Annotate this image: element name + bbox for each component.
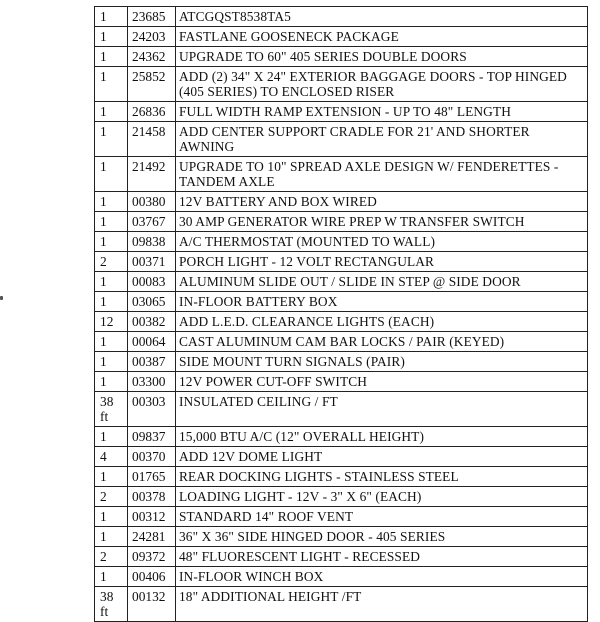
description-cell: ADD (2) 34" X 24" EXTERIOR BAGGAGE DOORS - TOP HINGED (405 SERIES) TO ENCLOSED RISER: [176, 67, 588, 102]
code-cell: 00380: [128, 192, 176, 212]
code-cell: 09372: [128, 547, 176, 567]
description-cell: 12V POWER CUT-OFF SWITCH: [176, 372, 588, 392]
code-cell: 00370: [128, 447, 176, 467]
code-cell: 01765: [128, 467, 176, 487]
code-cell: 00371: [128, 252, 176, 272]
qty-cell: 1: [95, 292, 128, 312]
qty-cell: 1: [95, 157, 128, 192]
qty-cell: 4: [95, 447, 128, 467]
description-cell: ADD 12V DOME LIGHT: [176, 447, 588, 467]
qty-cell: 1: [95, 272, 128, 292]
table-row: [95, 487, 588, 507]
code-cell: 03065: [128, 292, 176, 312]
table-row: [95, 102, 588, 122]
description-cell: ATCGQST8538TA5: [176, 7, 588, 27]
code-cell: 03767: [128, 212, 176, 232]
code-cell: 00303: [128, 392, 176, 427]
description-cell: REAR DOCKING LIGHTS - STAINLESS STEEL: [176, 467, 588, 487]
qty-cell: 38 ft: [95, 392, 128, 427]
table-row: [95, 447, 588, 467]
table-row: [95, 427, 588, 447]
qty-cell: 1: [95, 192, 128, 212]
description-cell: PORCH LIGHT - 12 VOLT RECTANGULAR: [176, 252, 588, 272]
table-row: [95, 7, 588, 27]
description-cell: IN-FLOOR BATTERY BOX: [176, 292, 588, 312]
code-cell: 00132: [128, 587, 176, 622]
qty-cell: 38 ft: [95, 587, 128, 622]
qty-cell: 1: [95, 567, 128, 587]
margin-mark: [0, 296, 3, 300]
code-cell: 00387: [128, 352, 176, 372]
code-cell: 00378: [128, 487, 176, 507]
qty-cell: 1: [95, 527, 128, 547]
qty-cell: 1: [95, 352, 128, 372]
description-cell: 18" ADDITIONAL HEIGHT /FT: [176, 587, 588, 622]
description-cell: FULL WIDTH RAMP EXTENSION - UP TO 48" LENGTH: [176, 102, 588, 122]
description-cell: INSULATED CEILING / FT: [176, 392, 588, 427]
code-cell: 00064: [128, 332, 176, 352]
table-row: [95, 507, 588, 527]
options-table-body: [95, 7, 588, 622]
table-row: [95, 157, 588, 192]
qty-cell: 1: [95, 332, 128, 352]
table-row: [95, 27, 588, 47]
description-cell: ADD L.E.D. CLEARANCE LIGHTS (EACH): [176, 312, 588, 332]
description-cell: A/C THERMOSTAT (MOUNTED TO WALL): [176, 232, 588, 252]
code-cell: 24281: [128, 527, 176, 547]
code-cell: 21492: [128, 157, 176, 192]
table-row: [95, 587, 588, 622]
table-row: [95, 352, 588, 372]
description-cell: 36" X 36" SIDE HINGED DOOR - 405 SERIES: [176, 527, 588, 547]
code-cell: 21458: [128, 122, 176, 157]
code-cell: 09837: [128, 427, 176, 447]
qty-cell: 12: [95, 312, 128, 332]
code-cell: 00382: [128, 312, 176, 332]
description-cell: IN-FLOOR WINCH BOX: [176, 567, 588, 587]
description-cell: UPGRADE TO 60" 405 SERIES DOUBLE DOORS: [176, 47, 588, 67]
description-cell: LOADING LIGHT - 12V - 3" X 6" (EACH): [176, 487, 588, 507]
description-cell: FASTLANE GOOSENECK PACKAGE: [176, 27, 588, 47]
table-row: [95, 232, 588, 252]
qty-cell: 1: [95, 372, 128, 392]
table-row: [95, 392, 588, 427]
code-cell: 03300: [128, 372, 176, 392]
description-cell: STANDARD 14" ROOF VENT: [176, 507, 588, 527]
qty-cell: 1: [95, 507, 128, 527]
qty-cell: 1: [95, 7, 128, 27]
code-cell: 23685: [128, 7, 176, 27]
code-cell: 00312: [128, 507, 176, 527]
qty-cell: 1: [95, 102, 128, 122]
code-cell: 00083: [128, 272, 176, 292]
table-row: [95, 192, 588, 212]
table-row: [95, 292, 588, 312]
description-cell: ALUMINUM SLIDE OUT / SLIDE IN STEP @ SIDE DOOR: [176, 272, 588, 292]
qty-cell: 2: [95, 547, 128, 567]
qty-cell: 2: [95, 252, 128, 272]
table-row: [95, 212, 588, 232]
table-row: [95, 467, 588, 487]
table-row: [95, 547, 588, 567]
table-row: [95, 527, 588, 547]
qty-cell: 1: [95, 467, 128, 487]
table-row: [95, 67, 588, 102]
description-cell: 48" FLUORESCENT LIGHT - RECESSED: [176, 547, 588, 567]
code-cell: 26836: [128, 102, 176, 122]
table-row: [95, 252, 588, 272]
description-cell: UPGRADE TO 10" SPREAD AXLE DESIGN W/ FENDERETTES - TANDEM AXLE: [176, 157, 588, 192]
table-row: [95, 47, 588, 67]
description-cell: 12V BATTERY AND BOX WIRED: [176, 192, 588, 212]
qty-cell: 1: [95, 427, 128, 447]
code-cell: 09838: [128, 232, 176, 252]
qty-cell: 1: [95, 122, 128, 157]
qty-cell: 1: [95, 27, 128, 47]
table-row: [95, 332, 588, 352]
description-cell: ADD CENTER SUPPORT CRADLE FOR 21' AND SHORTER AWNING: [176, 122, 588, 157]
qty-cell: 1: [95, 47, 128, 67]
description-cell: 30 AMP GENERATOR WIRE PREP W TRANSFER SWITCH: [176, 212, 588, 232]
table-row: [95, 312, 588, 332]
description-cell: SIDE MOUNT TURN SIGNALS (PAIR): [176, 352, 588, 372]
code-cell: 25852: [128, 67, 176, 102]
qty-cell: 1: [95, 232, 128, 252]
qty-cell: 1: [95, 67, 128, 102]
table-row: [95, 567, 588, 587]
code-cell: 00406: [128, 567, 176, 587]
table-row: [95, 122, 588, 157]
table-row: [95, 372, 588, 392]
description-cell: 15,000 BTU A/C (12" OVERALL HEIGHT): [176, 427, 588, 447]
qty-cell: 2: [95, 487, 128, 507]
code-cell: 24362: [128, 47, 176, 67]
table-row: [95, 272, 588, 292]
qty-cell: 1: [95, 212, 128, 232]
code-cell: 24203: [128, 27, 176, 47]
options-table: [94, 6, 588, 622]
description-cell: CAST ALUMINUM CAM BAR LOCKS / PAIR (KEYED): [176, 332, 588, 352]
